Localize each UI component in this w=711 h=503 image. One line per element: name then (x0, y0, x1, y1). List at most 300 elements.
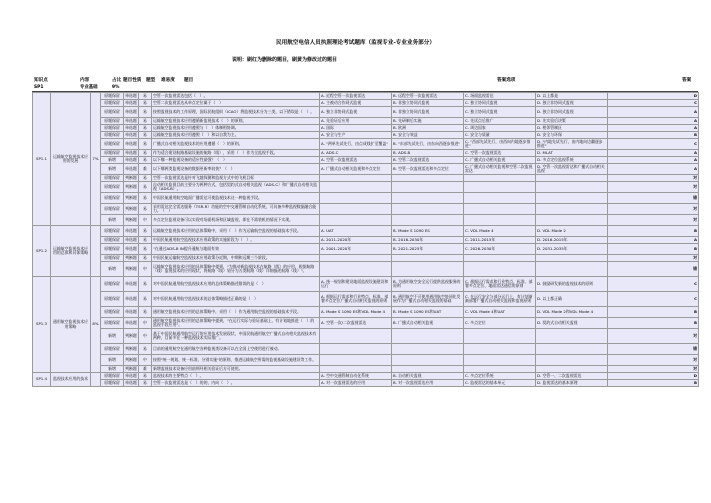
sp1-name: 专业基础 (80, 85, 98, 90)
option-b (392, 355, 464, 366)
section-code: SP1.3 (33, 277, 51, 373)
question-source: 新增 (101, 329, 124, 344)
table-row (33, 226, 699, 237)
option-a (320, 215, 392, 226)
question-rows (33, 93, 699, 387)
table-row (33, 100, 699, 107)
question-text: 监视技术的主要特点（ ）。 (152, 373, 320, 380)
option-d (536, 182, 608, 193)
table-row (33, 164, 699, 175)
answer: 错 (608, 344, 699, 355)
question-source: 原题保留 (101, 204, 124, 215)
option-d: D. 空管一、二次监视雷达 (536, 373, 608, 380)
question-level: 易 (139, 118, 152, 125)
question-text: 空管一次监视雷达包括（ ）。 (152, 93, 320, 100)
option-c: C. 周边国家 (464, 125, 536, 132)
table-row (33, 139, 699, 150)
question-source: 新增 (101, 215, 124, 226)
option-a (320, 182, 392, 193)
question-text: 运输航空监视技术应用遵照与（ ）体制相协调。 (152, 125, 320, 132)
answer: C (608, 139, 699, 150)
question-type: 单选题 (124, 139, 139, 150)
option-d (536, 215, 608, 226)
question-text: 广播式自动相关监视技术的应用遵循（ ）的原则。 (152, 139, 320, 150)
question-text: 中国民航运输航空监视技术应用政策分近期、中期和远期三个阶段。 (152, 255, 320, 262)
table-row (33, 125, 699, 132)
option-c (464, 262, 536, 277)
option-d (536, 262, 608, 277)
question-source: 原题保留 (101, 226, 124, 237)
question-text: 多点定位监视设备可以实现对场面机场和区域监视，即在不需装机的情况下实现。 (152, 215, 320, 226)
option-d: D. 独立非协同式监视 (536, 107, 608, 118)
question-source: 原题保留 (101, 93, 124, 100)
question-source: 原题保留 (101, 373, 124, 380)
table-row (33, 237, 699, 244)
table-row (33, 150, 699, 157)
question-source: 原题保留 (101, 125, 124, 132)
question-text: 以下哪两类监视设备的数据更新率较快？（ ） (152, 164, 320, 175)
sp1-ratio: 9% (112, 85, 120, 90)
option-c: C. 多点定位 (464, 318, 536, 329)
option-a: A. 2001-2020年 (320, 244, 392, 255)
option-b: B. 2016-2030年 (392, 237, 464, 244)
option-b: B. 自动相关监视 (392, 373, 464, 380)
option-a (320, 262, 392, 277)
option-a: A. ADS-C (320, 150, 392, 157)
option-a: A. 广播式自动相关监视和多点定位 (320, 164, 392, 175)
answer: A (608, 150, 699, 157)
option-d: D. 多点定位监视系统 (536, 157, 608, 164)
question-type: 判断题 (124, 204, 139, 215)
question-type: 单选题 (125, 372, 137, 378)
option-b (392, 204, 464, 215)
question-type: 单选题 (125, 117, 137, 123)
option-d (536, 255, 608, 262)
option-a: A. Mode S 1090 ES和VDL Mode 4 (320, 307, 392, 318)
question-type: 判断题 (125, 174, 137, 180)
table-row (33, 292, 699, 307)
option-d (536, 329, 608, 344)
question-type: 判断题 (124, 329, 139, 344)
question-type: 单选题 (125, 149, 137, 155)
question-type: 判断题 (124, 182, 139, 193)
option-b (392, 215, 464, 226)
table-row (33, 193, 699, 204)
option-c: C. 安全与质量 (464, 132, 536, 139)
question-text: 空管一次监视雷达是针对飞越探测和监视方式中的飞机目标 (152, 175, 320, 182)
question-text: 对中国民航通用航空监视技术应用的总体策略描述错误的是（ ） (152, 277, 320, 292)
option-b: B. Mode S 1090 ES和UAT (392, 307, 464, 318)
question-type: 单选题 (125, 124, 137, 130)
option-c: C. 2026-2030年 (464, 244, 536, 255)
question-source: 原题保留 (101, 344, 124, 355)
question-type: 判断题 (124, 344, 139, 355)
section-pct: 7% (91, 93, 101, 226)
question-level: 易 (139, 373, 152, 380)
question-source: 原题保留 (101, 380, 124, 387)
option-b (392, 344, 464, 355)
question-level: 难 (139, 164, 152, 175)
option-d: D. 相邻管制区 (536, 125, 608, 132)
answer: A (608, 164, 699, 175)
option-a (320, 344, 392, 355)
answer: 对 (608, 366, 699, 373)
option-a: A. 2011-2020年 (320, 237, 392, 244)
sp1-code: SP1 (34, 85, 44, 90)
page-title: 民用航空电信人员执照理论考试题库（监视专业-专业业务部分） (276, 40, 435, 46)
header-options: 答案选项 (497, 78, 516, 83)
option-a: A. 根据运行需求和行业特点，标准、部署多点定位广播式自动相关监视的原则 (320, 292, 392, 307)
question-text: 目前的通用航空在通用航空各种监视类设备可以在全国上空使用进行被动。 (152, 344, 320, 355)
answer: D (608, 93, 699, 100)
question-text: "在通过ADS-B IN提升通航与地面有效 (152, 244, 320, 255)
option-a: A. 空管一次/二次监视雷达 (320, 318, 392, 329)
question-level: 中 (139, 318, 152, 329)
answer: A (608, 237, 699, 244)
option-b (392, 182, 464, 193)
question-source: 原题保留 (101, 307, 124, 318)
option-d (536, 366, 608, 373)
question-source: 新增 (101, 164, 124, 175)
answer: B (608, 380, 699, 387)
option-c (464, 329, 536, 344)
option-b: B. 空管一次监视雷达和多点定位 (392, 164, 464, 175)
option-b: B. 远程空管一次监视雷达 (392, 93, 464, 100)
option-d: D. 先实验后决策 (536, 118, 608, 125)
answer: B (608, 318, 699, 329)
option-b: B. 先研制后实施 (392, 118, 464, 125)
question-text: 运输航空监视技术应用遵循新监视技术（ ）的原则。 (152, 118, 320, 125)
question-type: 单选题 (124, 277, 139, 292)
option-d: D. 安全与环保 (536, 132, 608, 139)
answer: A (608, 118, 699, 125)
question-type: 单选题 (124, 107, 139, 118)
question-level: 易 (139, 100, 152, 107)
option-a: A. 空中交通管制自动化系统 (320, 373, 392, 380)
table-row (33, 107, 699, 118)
question-level: 易 (139, 255, 152, 262)
question-level: 易 (139, 139, 152, 150)
option-d (536, 193, 608, 204)
question-level: 中 (139, 262, 152, 277)
section-name: 运输航空监视技术应用的发展 (51, 93, 91, 226)
option-d (536, 175, 608, 182)
answer: 对 (608, 255, 699, 262)
option-d (536, 355, 608, 366)
option-a (320, 204, 392, 215)
header-answer: 答案 (682, 78, 692, 83)
question-level: 易 (139, 157, 152, 164)
question-source: 新增 (101, 355, 124, 366)
question-level: 易 (139, 204, 152, 215)
section-code: SP1.4 (33, 373, 51, 387)
question-source: 原题保留 (101, 100, 124, 107)
question-type: 判断题 (124, 193, 139, 204)
header-ratio: 占比 (112, 78, 122, 83)
header-kp: 知识点 (34, 78, 48, 83)
question-source: 原题保留 (101, 175, 124, 182)
option-b: B. 为通用航空安全运行提供监视服务的原则 (392, 277, 464, 292)
option-a (320, 329, 392, 344)
option-a: A. 独立非协同式监视 (320, 107, 392, 118)
question-source: 原题保留 (101, 237, 124, 244)
page-note: 说明：刷红为删除的题目，刷黄为修改过的题目 (232, 57, 338, 63)
question-type: 判断题 (125, 365, 137, 371)
option-d: D. VDL Mode 2 (536, 226, 608, 237)
table-row (33, 366, 699, 373)
option-a: A. UAT (320, 226, 392, 237)
table-row (33, 244, 699, 255)
section-code: SP1.2 (33, 226, 51, 277)
answer: 错 (608, 193, 699, 204)
option-b: B. Mode S 1090 ES (392, 226, 464, 237)
table-row (33, 344, 699, 355)
option-d (536, 204, 608, 215)
option-d: D. 以上都是 (536, 93, 608, 100)
question-table (32, 92, 699, 387)
answer: 对 (608, 182, 699, 193)
option-a (320, 193, 392, 204)
question-level: 易 (139, 150, 152, 157)
table-row (33, 157, 699, 164)
header-type: 题型 (146, 78, 156, 83)
question-text: 采用雷达完全雷达服务（TSR-R）功能的空中交通管制自动化系统，可具备多种监视数据融合能力。（ ） (152, 204, 320, 215)
question-type: 单选题 (124, 292, 139, 307)
question-type: 单选题 (125, 236, 137, 242)
option-d: D. 独立非协同式监视 (536, 100, 608, 107)
table-row (33, 175, 699, 182)
question-type: 单选题 (125, 156, 137, 162)
question-level: 易 (139, 125, 152, 132)
section-name: 监视技术应用的技术 (51, 373, 91, 387)
table-row (33, 204, 699, 215)
table-row (33, 318, 699, 329)
question-level: 易 (139, 182, 152, 193)
answer: 对 (608, 329, 699, 344)
question-text: 运输航空监视技术应用的总体策略中，采用（ ）作为运输航空监视的基础技术手段。 (152, 226, 320, 237)
option-b (392, 175, 464, 182)
option-b: B. 2021-2025年 (392, 244, 464, 255)
question-level: 易 (139, 380, 152, 387)
table-row (33, 262, 699, 277)
question-level: 易 (139, 93, 152, 100)
answer: 对 (608, 175, 699, 182)
question-text: 中国民航通用航空地面广播雷达可使监视技术这一种监视手段。 (152, 193, 320, 204)
section-pct: 8% (91, 277, 101, 373)
question-type: 单选题 (124, 164, 139, 175)
question-source: 原题保留 (101, 292, 124, 307)
question-text: 按照监视技术的工作原理，国际民航组织（ICAO）将监视技术分为三类，以下错误是（ ）。 (152, 107, 320, 118)
header-question: 题目 (184, 78, 194, 83)
question-text: 通用航空监视技术应用的总体策略中，采用（ ）作为通用航空监视的基础技术手段。 (152, 307, 320, 318)
question-source: 原题保留 (101, 318, 124, 329)
option-c: C. 2011-2015年 (464, 237, 536, 244)
question-type: 判断题 (124, 355, 139, 366)
option-a: A. 统一规划和建设地面监视设施建设和运行 (320, 277, 392, 292)
option-b: B. 对一次监视雷达应用 (392, 380, 464, 387)
question-level: 易 (139, 237, 152, 244)
answer: B (608, 307, 699, 318)
question-source: 原题保留 (101, 107, 124, 118)
question-type: 单选题 (125, 99, 137, 105)
question-source: 新增 (101, 366, 124, 373)
question-text: 对中国民航通用航空监视技术的总体策略描述正确的是（ ） (152, 292, 320, 307)
option-c: C. VDL Mode 4和UAT (464, 307, 536, 318)
table-row (33, 380, 699, 387)
question-text: 作为适合建设航路基础设施的航路（线），采用（ ）作为全监视手段。 (152, 150, 320, 157)
question-level: 易 (139, 292, 152, 307)
answer: 对 (608, 215, 699, 226)
question-type: 单选题 (125, 92, 137, 98)
question-level: 易 (139, 175, 152, 182)
table-row (33, 182, 699, 193)
question-type: 单选题 (124, 318, 139, 329)
option-d: D. 鼓励研发新的监视技术的原则 (536, 277, 608, 292)
option-c (464, 215, 536, 226)
table-row (33, 355, 699, 366)
option-b (392, 329, 464, 344)
question-type: 判断题 (125, 254, 137, 260)
option-d: D. 监视雷达的基本原理 (536, 380, 608, 387)
question-text: 运输航空监视技术应用遵照（ ）和以自我为主。 (152, 132, 320, 139)
option-d: D. MLAT (536, 150, 608, 157)
option-a (320, 255, 392, 262)
question-level: 易 (139, 226, 152, 237)
question-text: 基于中国民航通用航空运行的应用技术发展现状，中国民航通用航空广播式自动相关监视技术有两种，目前多在一种监视技术实际推广。 (152, 329, 320, 344)
option-d: D. "内地先试先行，由内地向边疆逐步推进" (536, 139, 608, 150)
answer: C (608, 277, 699, 292)
question-text: 以下哪一种监视设备的适应性最强？（ ） (152, 157, 320, 164)
answer: A (608, 107, 699, 118)
section-name: 通用航空监视技术应用策略 (51, 277, 91, 373)
option-a: A. 先验证后应用 (320, 118, 392, 125)
table-row (33, 215, 699, 226)
option-c (464, 355, 536, 366)
answer: B (608, 244, 699, 255)
option-a: A. 对一次监视雷达的应用 (320, 380, 392, 387)
answer: B (608, 226, 699, 237)
table-row (33, 373, 699, 380)
question-source: 原题保留 (101, 118, 124, 125)
question-text: 中国民航通用航空监视技术应用政策的实施阶段为（ ）。 (152, 237, 320, 244)
table-row (33, 132, 699, 139)
answer: A (608, 157, 699, 164)
answer: C (608, 100, 699, 107)
section-pct (91, 373, 101, 387)
question-source: 原题保留 (101, 150, 124, 157)
question-source: 原题保留 (101, 139, 124, 150)
option-a: A. 近程空管一次监视雷达 (320, 93, 392, 100)
answer: B (608, 132, 699, 139)
option-c: C. "西部先试先行，由西向内地逐步推进" (464, 139, 536, 150)
option-b (392, 366, 464, 373)
option-c: C. 监视雷达的基本单元 (464, 380, 536, 387)
question-source: 原题保留 (101, 244, 124, 255)
question-text: 通用航空监视技术应用的总体策略中提到，"在运行实际与验证基础上，有计划地推进（ ）的监视手段应用"。 (152, 318, 320, 329)
option-c: C. 广播式自动相关监视 (464, 157, 536, 164)
question-source: 新增 (101, 157, 124, 164)
question-type: 单选题 (124, 244, 139, 255)
option-b (392, 193, 464, 204)
option-d: D. VDL Mode 2和VDL Mode 4 (536, 307, 608, 318)
question-level: 易 (139, 132, 152, 139)
option-a (320, 355, 392, 366)
question-level: 易 (139, 244, 152, 255)
table-row (33, 277, 699, 292)
option-a: A. 国际 (320, 125, 392, 132)
option-c: C. 场面监视雷达 (464, 93, 536, 100)
option-c: C. 先试点后推广 (464, 118, 536, 125)
header-source: 题目性质 (123, 78, 142, 83)
question-level: 中 (139, 215, 152, 226)
question-type: 单选题 (124, 226, 139, 237)
section-pct (91, 226, 101, 277)
question-level: 易 (139, 107, 152, 118)
question-text: 运输航空监视技术应用的具体策略中提到，"为推动新监视技术在航路（线）的应用，根据航路（线）监视技术的应用现状，将航路（线）划分为五类航路（线）详细描述航路（线）"。 (152, 262, 320, 277)
question-source: 原题保留 (101, 132, 124, 139)
header-level: 难易度 (161, 78, 175, 83)
question-source: 原题保留 (101, 193, 124, 204)
option-b: B. "东部先试先行，由东向西逐步推进" (392, 139, 464, 150)
question-type: 单选题 (124, 307, 139, 318)
option-c: C. 在运行安全与部分运行上，有计划渐渐部署广播式自动相关监视和监视原则 (464, 292, 536, 307)
option-d: D. 以上都正确 (536, 292, 608, 307)
answer: A (608, 125, 699, 132)
question-source: 新增 (101, 262, 124, 277)
question-text: 自动相关监视目前主要分为两种方式，包括契约式自动相关监视（ADS-C）和广播式自动相关监视（ADS-B）。 (152, 182, 320, 193)
header-content: 内容 (80, 78, 90, 83)
option-b: B. ADS-B (392, 150, 464, 157)
option-c: C. 多点定位系统 (464, 373, 536, 380)
option-c (464, 204, 536, 215)
option-c (464, 255, 536, 262)
option-b: B. 广播式自动相关监视 (392, 318, 464, 329)
option-d: D. 契约式自动相关监视 (536, 318, 608, 329)
answer: D (608, 373, 699, 380)
option-b: B. 非独立协同式监视 (392, 107, 464, 118)
question-text: 新增监视技术设备应用前须经相关验证后方可使用。 (152, 366, 320, 373)
option-a: A. "两单先试先行，由点成线扩至覆盖" (320, 139, 392, 150)
option-c: C. 广播式自动相关监视和空管二次监视雷达 (464, 164, 536, 175)
option-d (536, 344, 608, 355)
option-b (392, 262, 464, 277)
sp1-row (32, 85, 698, 92)
option-c (464, 175, 536, 182)
question-source: 原题保留 (101, 277, 124, 292)
answer: 错 (608, 262, 699, 277)
option-d: D. 空管一次监视雷达和广播式自动相关监视 (536, 164, 608, 175)
option-a (320, 175, 392, 182)
question-type: 判断题 (124, 215, 139, 226)
option-b: B. 非独立协同式监视 (392, 100, 464, 107)
option-c (464, 182, 536, 193)
option-c: C. 独立协同式监视 (464, 107, 536, 118)
table-row (33, 93, 699, 100)
answer: 对 (608, 204, 699, 215)
option-a (320, 366, 392, 373)
question-text: 空管一次监视雷达是（ ）的的，内向（ ）。 (152, 380, 320, 387)
option-a: A. 安全与生产 (320, 132, 392, 139)
question-type: 单选题 (125, 379, 137, 385)
table-row (33, 307, 699, 318)
question-level: 中 (139, 355, 152, 366)
option-c (464, 193, 536, 204)
table-row (33, 255, 699, 262)
option-b: B. 通用航空不可使用通用航空协同化发展作为广播式自动相关监视的基础 (392, 292, 464, 307)
question-level: 难 (139, 366, 152, 373)
table-row (33, 329, 699, 344)
option-b: B. 空管二次监视雷达 (392, 157, 464, 164)
